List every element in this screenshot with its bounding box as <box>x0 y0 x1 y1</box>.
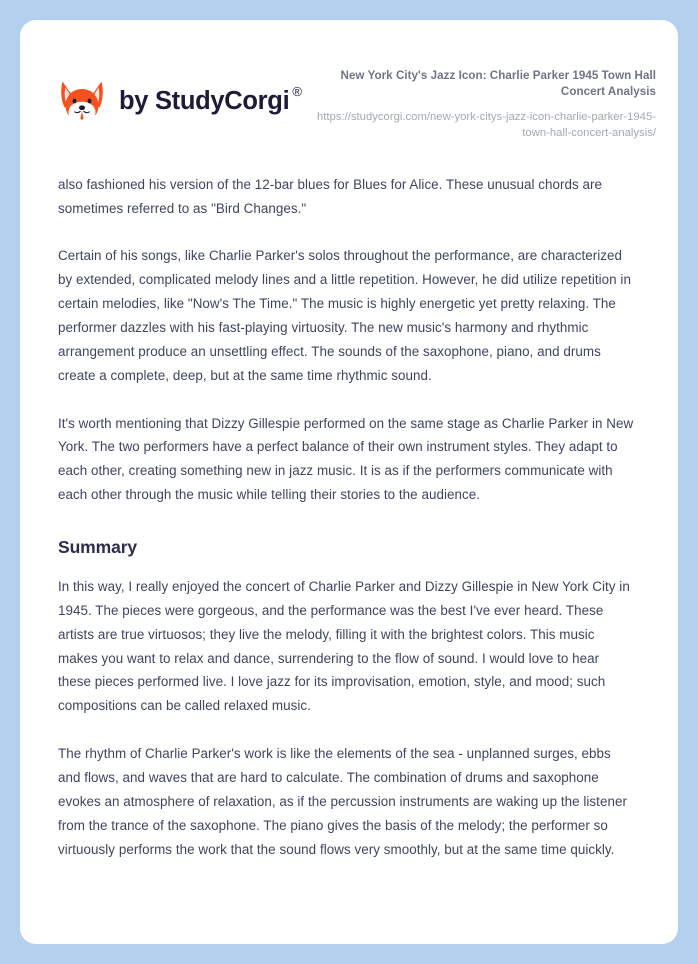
section-heading-summary: Summary <box>58 536 138 557</box>
registered-trademark-icon: ® <box>292 83 302 99</box>
document-page <box>20 20 678 944</box>
paragraph: also fashioned his version of the 12-bar blues for Blues for Alice. These unusual chords are sometimes referred to as "Bird Changes." <box>58 176 603 216</box>
document-title: New York City's Jazz Icon: Charlie Parker 1945 Town Hall Concert Analysis <box>340 69 656 99</box>
paragraph: In this way, I really enjoyed the concert of Charlie Parker and Dizzy Gillespie in New York City in 1945. The pieces were gorgeous, and the performance was the best I've ever heard. These artists are true virtuosos; they live the melody, filling it with the brightest colors. This music makes you want to relax and dance, surrendering to the flow of sound. I would love to hear these pieces performed live. I love jazz for its improvisation, emotion, style, and mood; such compositions can be called relaxed music. <box>58 578 630 714</box>
brand-name-text: by StudyCorgi <box>119 86 290 115</box>
document-header <box>20 20 678 142</box>
document-url: https://studycorgi.com/new-york-citys-jazz-icon-charlie-parker-1945-town-hall-concert-analysis/ <box>316 110 656 140</box>
paragraph: The rhythm of Charlie Parker's work is like the elements of the sea - unplanned surges, ebbs and flows, and waves that are hard to calculate. The combination of drums and saxophone evokes an atmosphere of relaxation, as if the percussion instruments are waking up the listener from the trance of the saxophone. The piano gives the basis of the melody; the performer so virtuously performs the work that the sound flows very smoothly, but at the same time quickly. <box>58 746 627 857</box>
brand-wordmark <box>119 83 302 116</box>
paragraph: Certain of his songs, like Charlie Parker's solos throughout the performance, are characterized by extended, complicated melody lines and a little repetition. However, he did utilize repetition in certain melodies, like "Now's The Time." The music is highly energetic yet pretty relaxing. The performer dazzles with his fast-playing virtuosity. The new music's harmony and rhythmic arrangement produce an unsettling effect. The sounds of the saxophone, piano, and drums create a complete, deep, but at the same time rhythmic sound. <box>58 248 631 383</box>
paragraph: It's worth mentioning that Dizzy Gillespie performed on the same stage as Charlie Parker in New York. The two performers have a perfect balance of their own instrument styles. They adapt to each other, creating something new in jazz music. It is as if the performers communicate with each other through the music while telling their stories to the audience. <box>58 415 634 503</box>
brand-logo-group <box>58 65 302 125</box>
document-body <box>20 142 678 862</box>
corgi-logo-icon <box>58 77 106 125</box>
header-meta <box>311 65 656 142</box>
